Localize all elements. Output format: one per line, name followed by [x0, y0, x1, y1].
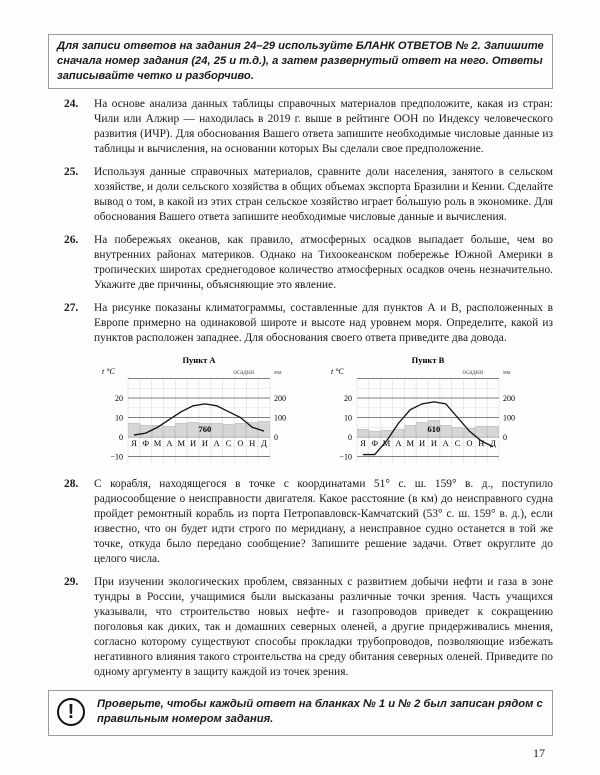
month-label: С	[454, 438, 461, 448]
month-label: Д	[490, 438, 496, 448]
month-label: М	[382, 438, 391, 448]
task-29	[64, 575, 553, 680]
y2-tick-label: 100	[503, 413, 515, 423]
exclamation-icon: !	[57, 698, 85, 726]
month-label: О	[237, 438, 244, 448]
precip-bar	[369, 431, 380, 437]
month-label: Ф	[371, 438, 379, 448]
month-label: И	[201, 438, 208, 448]
month-label: Д	[261, 438, 267, 448]
y-tick-label: −10	[110, 452, 123, 462]
month-label: Я	[360, 438, 366, 448]
climatogram-a	[100, 354, 305, 469]
precip-bar	[176, 423, 187, 437]
month-label: М	[406, 438, 415, 448]
task-number: 29.	[64, 576, 79, 588]
y2-unit: мм	[274, 370, 282, 376]
month-label: Н	[478, 438, 485, 448]
month-label: Ф	[142, 438, 150, 448]
precip-bar	[259, 421, 270, 437]
month-label: Н	[249, 438, 256, 448]
task-text: С корабля, находящегося в точке с координатами 51° с. ш. 159° в. д., поступило радиосообщение о неисправности двигателя. Какое расстояние (в км) до неисправного судна пройдет ремонтный корабль из порта Петропавловск-Камчатский (53° с. ш. 159° в. д.), если известно, что он будет идти строго по меридиану, а неисправное судно останется в той же точке, откуда было передано сообщение? Запишите решение задачи. Ответ округлите до целого числа.	[94, 478, 553, 565]
task-text: Используя данные справочных материалов, сравните доли населения, занятого в сельском хозяйстве, и доли сельского хозяйства в общих объемах экспорта Бразилии и Кении. Сделайте вывод о том, в какой из этих стран сельское хозяйство играет бо́льшую роль в экономике. Для обоснования Вашего ответа запишите необходимые числовые данные и вычисления.	[94, 166, 553, 223]
precip-bar	[464, 428, 475, 437]
task-25	[64, 165, 553, 225]
month-label: И	[419, 438, 426, 448]
climatograms	[100, 354, 534, 469]
y-tick-label: −10	[339, 452, 352, 462]
precip-bar	[188, 422, 199, 437]
y-axis-label: t °C	[102, 367, 115, 376]
instruction-box: Для записи ответов на задания 24–29 используйте БЛАНК ОТВЕТОВ № 2. Запишите сначала номер задания (24, 25 и т.д.), а затем развернутый ответ на него. Ответы записывайте четко и разборчиво.	[48, 34, 553, 89]
task-number: 28.	[64, 478, 79, 490]
task-number: 24.	[64, 98, 79, 110]
task-26	[64, 233, 553, 293]
task-text: На рисунке показаны климатограммы, составленные для пунктов А и В, расположенных в Европе примерно на одинаковой широте и высоте над уровнем моря. Определите, какой из пунктов расположен западнее. Для обоснования своего ответа приведите два довода.	[94, 302, 553, 344]
month-label: А	[166, 438, 173, 448]
y2-tick-label: 100	[274, 413, 286, 423]
y-tick-label: 10	[115, 413, 123, 423]
task-text: На основе анализа данных таблицы справочных материалов предположите, какая из стран: Чили или Алжир — находилась в 2019 г. выше в рейтинге ООН по Индексу человеческого развития (ИЧР). Для обоснования Вашего ответа запишите необходимые числовые данные из таблицы и вычисления, на основании которых Вы сделали свое предположение.	[94, 98, 553, 155]
precip-bar	[358, 429, 369, 437]
precip-bar	[417, 422, 428, 437]
task-number: 25.	[64, 166, 79, 178]
y2-axis-label: осадки	[462, 368, 483, 376]
precip-bar	[476, 426, 487, 437]
reminder-text: Проверьте, чтобы каждый ответ на бланках № 1 и № 2 был записан рядом с правильным номером задания.	[97, 698, 543, 725]
month-label: И	[430, 438, 437, 448]
y2-axis-label: осадки	[233, 368, 254, 376]
month-label: М	[153, 438, 162, 448]
precip-bar	[235, 423, 246, 437]
reminder-box	[48, 690, 553, 736]
precip-bar	[164, 426, 175, 437]
precip-bar	[211, 423, 222, 437]
precip-bar	[405, 425, 416, 437]
annual-precip-label: 760	[198, 424, 212, 434]
task-28	[64, 477, 553, 567]
precip-bar	[393, 429, 404, 437]
month-label: Я	[131, 438, 137, 448]
task-text: При изучении экологических проблем, связанных с развитием добычи нефти и газа в зоне тундры в России, учащимися были высказаны различные точки зрения. Часть учащихся указывали, что строительство новых нефте- и газопроводов приведет к сокращению поголовья как диких, так и домашних северных оленей, а другие придерживались мнения, согласно которому существуют способы прокладки трубопроводов, позволяющие избежать негативного влияния такого строительства на среду обитания северных оленей. Приведите по одному аргументу в защиту каждой из точек зрения.	[94, 576, 553, 678]
month-label: А	[213, 438, 220, 448]
y-tick-label: 20	[115, 394, 123, 403]
chart-title: Пункт В	[411, 355, 445, 365]
y-tick-label: 20	[344, 394, 352, 403]
precip-bar	[488, 426, 499, 437]
task-24	[64, 97, 553, 157]
task-27	[64, 301, 553, 346]
y2-tick-label: 200	[274, 394, 286, 403]
y2-tick-label: 0	[503, 433, 507, 442]
climatogram-b	[329, 354, 534, 469]
month-label: С	[225, 438, 232, 448]
precip-bar	[440, 425, 451, 437]
y2-tick-label: 200	[503, 394, 515, 403]
month-label: А	[395, 438, 402, 448]
y-axis-label: t °C	[331, 367, 344, 376]
y-tick-label: 0	[119, 433, 123, 442]
y-tick-label: 0	[348, 433, 352, 442]
precip-bar	[223, 424, 234, 437]
task-text: На побережьях океанов, как правило, атмосферных осадков выпадает больше, чем во внутренних районах материков. Однако на Тихоокеанском побережье Южной Америки в тропических широтах среднегодовое количество атмосферных осадков очень незначительно. Укажите две причины, объясняющие это явление.	[94, 234, 553, 291]
month-label: А	[442, 438, 449, 448]
month-label: И	[190, 438, 197, 448]
task-number: 26.	[64, 234, 79, 246]
month-label: О	[466, 438, 473, 448]
y-tick-label: 10	[344, 413, 352, 423]
annual-precip-label: 610	[427, 424, 441, 434]
task-number: 27.	[64, 302, 79, 314]
chart-title: Пункт А	[182, 355, 216, 365]
page-number: 17	[533, 746, 545, 760]
month-label: М	[177, 438, 186, 448]
precip-bar	[452, 427, 463, 437]
y2-tick-label: 0	[274, 433, 278, 442]
y2-unit: мм	[503, 370, 511, 376]
